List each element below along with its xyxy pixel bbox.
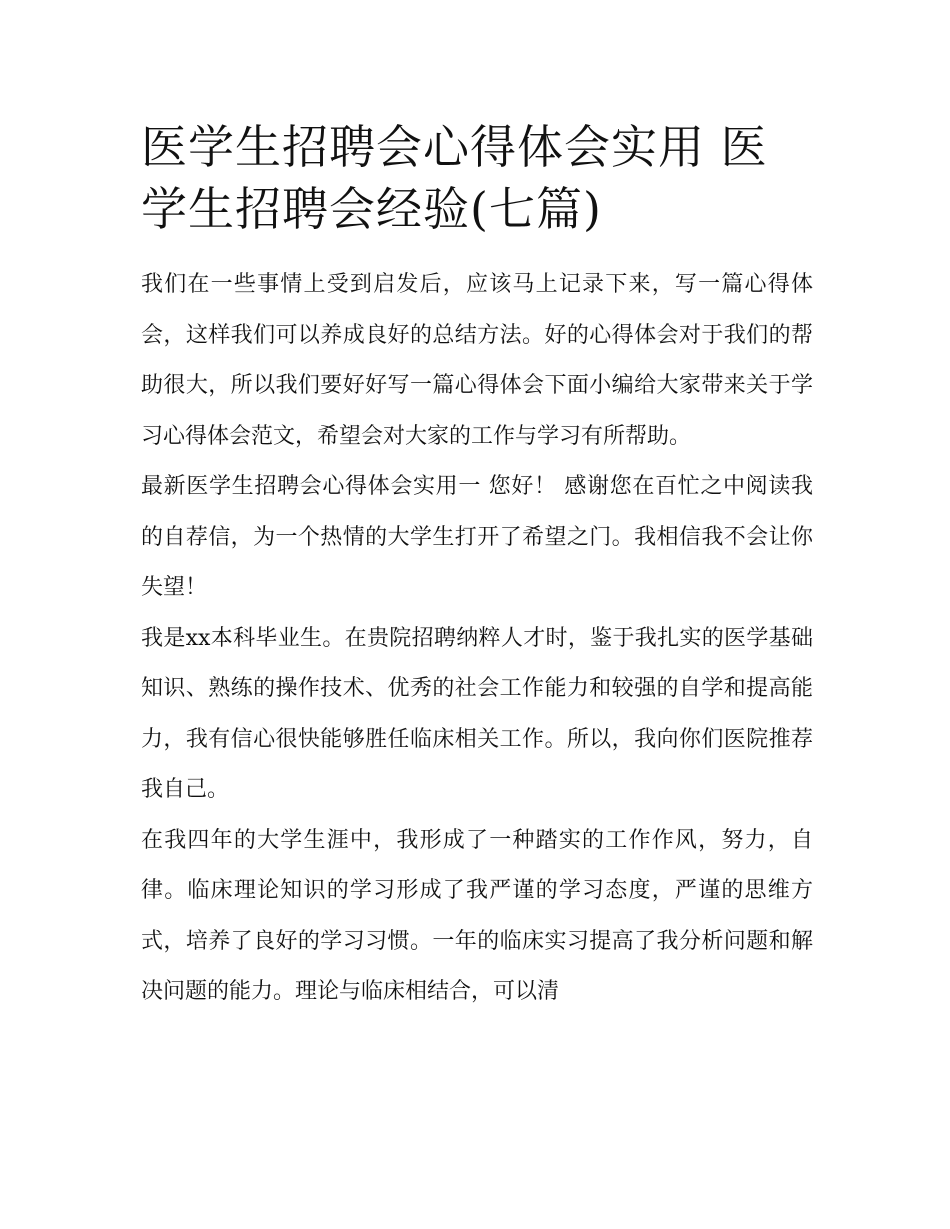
- paragraph-intro: 我们在一些事情上受到启发后，应该马上记录下来，写一篇心得体会，这样我们可以养成良好的总结方法。好的心得体会对于我们的帮助很大，所以我们要好好写一篇心得体会下面小编给大家带来关于学习心得体会范文，希望会对大家的工作与学习有所帮助。: [141, 272, 813, 449]
- document-body: [141, 260, 813, 1018]
- document-content: [141, 116, 813, 1018]
- document-title: 医学生招聘会心得体会实用 医学生招聘会经验(七篇): [141, 120, 768, 236]
- paragraph-university-experience: 在我四年的大学生涯中，我形成了一种踏实的工作作风，努力，自律。临床理论知识的学习形成了我严谨的学习态度，严谨的思维方式，培养了良好的学习习惯。一年的临床实习提高了我分析问题和解决问题的能力。理论与临床相结合，可以清: [141, 827, 813, 1004]
- paragraph-greeting: 最新医学生招聘会心得体会实用一 您好！ 感谢您在百忙之中阅读我的自荐信，为一个热情的大学生打开了希望之门。我相信我不会让你失望！: [141, 474, 813, 600]
- paragraph-self-introduction: 我是xx本科毕业生。在贵院招聘纳粹人才时，鉴于我扎实的医学基础知识、熟练的操作技术、优秀的社会工作能力和较强的自学和提高能力，我有信心很快能够胜任临床相关工作。所以，我向你们医院推荐我自己。: [141, 625, 813, 802]
